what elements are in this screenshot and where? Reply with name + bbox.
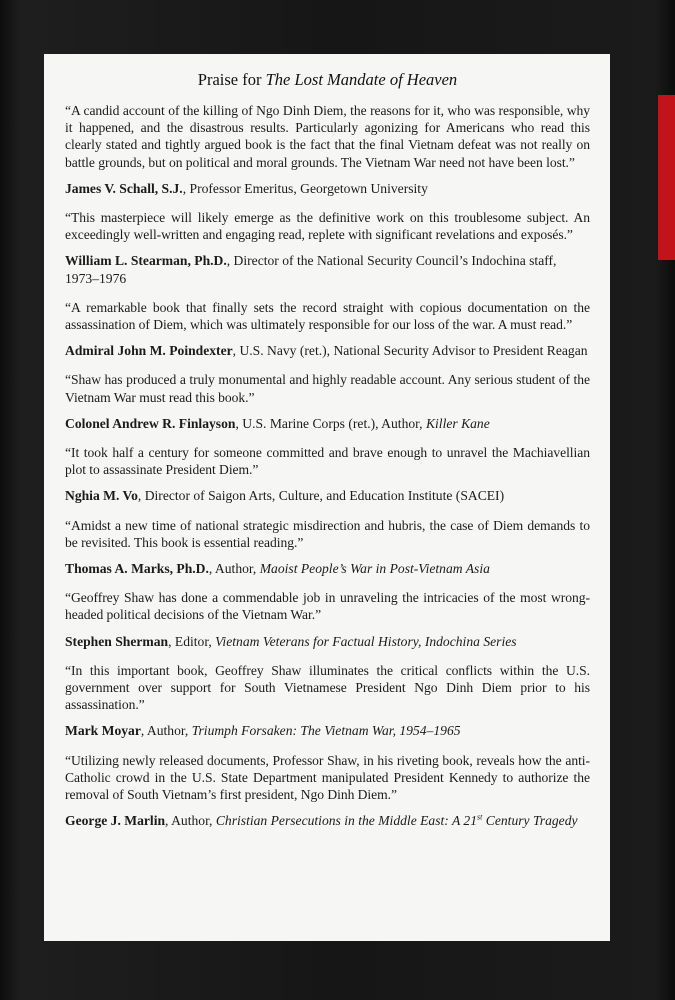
reviewer-name: Admiral John M. Poindexter bbox=[65, 343, 233, 359]
reviewer-name: James V. Schall, S.J. bbox=[65, 180, 183, 196]
praise-item bbox=[65, 662, 590, 740]
praise-item bbox=[65, 752, 590, 830]
reviewer-work-title: Christian Persecutions in the Middle East: A 21 bbox=[215, 813, 478, 829]
praise-quote: “Utilizing newly released documents, Professor Shaw, in his riveting book, reveals how the anti-Catholic crowd in the U.S. State Department manipulated President Kennedy to authorize the removal of South Vietnam’s first president, Ngo Dinh Diem.” bbox=[65, 752, 590, 803]
praise-attribution bbox=[65, 560, 590, 577]
praise-quote: “A remarkable book that finally sets the record straight with copious documentation on the assassination of Diem, which was ultimately responsible for our loss of the war. A must read.” bbox=[65, 299, 590, 333]
reviewer-name: Colonel Andrew R. Finlayson bbox=[65, 415, 236, 431]
reviewer-role: , Professor Emeritus, Georgetown University bbox=[182, 180, 428, 196]
praise-item bbox=[65, 299, 590, 360]
praise-quote: “Shaw has produced a truly monumental and highly readable account. Any serious student of the Vietnam War must read this book.” bbox=[65, 372, 590, 405]
reviewer-role: , Author, bbox=[208, 561, 260, 577]
reviewer-name: George J. Marlin bbox=[65, 813, 166, 829]
reviewer-work: Vietnam Veterans for Factual History, Indochina Series bbox=[215, 633, 517, 649]
reviewer-name: William L. Stearman, Ph.D. bbox=[65, 253, 227, 269]
praise-heading bbox=[65, 70, 590, 90]
praise-quote: “A candid account of the killing of Ngo Dinh Diem, the reasons for it, who was responsible, why it happened, and the disastrous results. Particularly agonizing for Americans who read this clearly stated and tightly argued book is the fact that the final Vietnam defeat was not really on battle grounds, but on political and moral grounds. The Vietnam War need not have been lost.” bbox=[65, 103, 590, 170]
praise-quote: “This masterpiece will likely emerge as the definitive work on this troublesome subject. An exceedingly well-written and engaging read, replete with significant revelations and exposés.” bbox=[65, 210, 590, 243]
praise-item bbox=[65, 102, 590, 197]
reviewer-name: Stephen Sherman bbox=[65, 633, 169, 649]
praise-item bbox=[65, 371, 590, 432]
praise-quote: “It took half a century for someone committed and brave enough to unravel the Machiavellian plot to assassinate President Diem.” bbox=[65, 445, 590, 478]
praise-attribution bbox=[65, 180, 590, 197]
reviewer-work: Triumph Forsaken: The Vietnam War, 1954–1965 bbox=[191, 723, 461, 739]
reviewer-work-ordinal: st bbox=[477, 812, 483, 822]
praise-attribution bbox=[65, 342, 590, 359]
reviewer-role: , Editor, bbox=[168, 633, 216, 649]
reviewer-role: , Author, bbox=[165, 813, 216, 829]
praise-item bbox=[65, 444, 590, 505]
reviewer-work-tail: Century Tragedy bbox=[482, 813, 578, 829]
back-cover-panel bbox=[44, 54, 610, 941]
reviewer-name: Mark Moyar bbox=[65, 723, 141, 739]
reviewer-role: , U.S. Navy (ret.), National Security Advisor to President Reagan bbox=[232, 343, 588, 359]
praise-quote: “Amidst a new time of national strategic misdirection and hubris, the case of Diem demands to be revisited. This book is essential reading.” bbox=[65, 517, 590, 550]
spine-red-stripe bbox=[658, 95, 675, 260]
reviewer-name: Nghia M. Vo bbox=[65, 488, 138, 504]
praise-attribution bbox=[65, 812, 590, 829]
praise-attribution bbox=[65, 722, 590, 739]
reviewer-work bbox=[216, 813, 578, 828]
praise-quote: “Geoffrey Shaw has done a commendable job in unraveling the intricacies of the most wrong-headed political decisions of the Vietnam War.” bbox=[65, 590, 590, 623]
praise-heading-prefix: Praise for bbox=[197, 70, 266, 89]
reviewer-role: , U.S. Marine Corps (ret.), Author, bbox=[235, 415, 426, 431]
praise-item bbox=[65, 209, 590, 287]
praise-attribution bbox=[65, 415, 590, 432]
reviewer-role: , Director of Saigon Arts, Culture, and Education Institute (SACEI) bbox=[137, 488, 505, 504]
praise-attribution bbox=[65, 252, 590, 286]
praise-attribution bbox=[65, 487, 590, 504]
praise-attribution bbox=[65, 633, 590, 650]
praise-item bbox=[65, 589, 590, 650]
reviewer-role: , Director of the National Security Council’s Indochina staff, 1973–1976 bbox=[65, 253, 557, 286]
reviewer-work: Killer Kane bbox=[425, 415, 490, 431]
praise-item bbox=[65, 517, 590, 578]
reviewer-role: , Author, bbox=[140, 723, 192, 739]
praise-quote: “In this important book, Geoffrey Shaw illuminates the critical conflicts within the U.S. government over support for South Vietnamese President Ngo Dinh Diem prior to his assassination.” bbox=[65, 662, 590, 713]
reviewer-work: Maoist People’s War in Post-Vietnam Asia bbox=[259, 561, 490, 577]
book-title: The Lost Mandate of Heaven bbox=[265, 70, 458, 89]
reviewer-name: Thomas A. Marks, Ph.D. bbox=[65, 561, 209, 577]
